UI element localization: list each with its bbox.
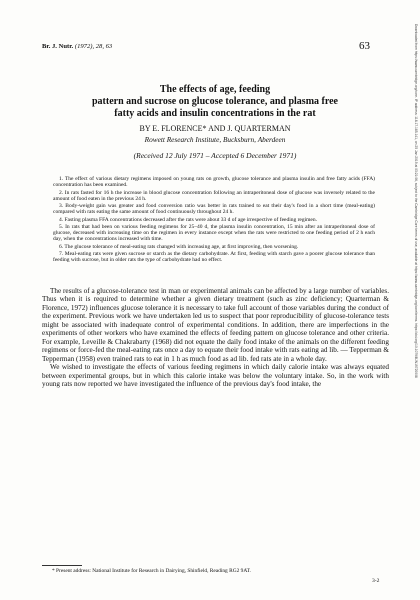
page-number: 63 xyxy=(359,40,370,52)
paper-title xyxy=(40,84,390,120)
title-line: pattern and sucrose on glucose tolerance, and plasma free xyxy=(91,96,338,107)
summary-item: 2. In rats fasted for 16 h the increase in blood glucose concentration following an intraperitoneal dose of glucose was inversely related to the amount of food eaten in the previous 24 h. xyxy=(53,189,375,202)
body-paragraph: We wished to investigate the effects of various feeding regimens in which daily calorie intake was always equated between experimental groups, but in which this calorie intake was below the voluntary intake. So, in the work with young rats now reported we have investigated the influence of the previous day's food intake, the xyxy=(42,363,389,388)
download-watermark xyxy=(410,24,418,580)
summary-item: 4. Fasting plasma FFA concentrations decreased after the rats were about 33 d of age irrespective of feeding regimen. xyxy=(59,216,318,223)
authors-line: BY E. FLORENCE* AND J. QUARTERMAN xyxy=(139,124,291,133)
summary-section xyxy=(53,176,375,264)
summary-item: 5. In rats that had been on various feeding regimens for 25–40 d, the plasma insulin concentration, 15 min after an intraperitoneal dose of glucose, decreased with increasing time on the regimen in every instance except when the rats were restricted to one feeding period of 2 h each day, when the concentrations increased with time. xyxy=(53,223,375,243)
download-note-text: Downloaded from https://www.cambridge.org/core. IP address: 118.17.185.141, on 25 Jan 2019 at 03:21:06, subject to the Cambridge Core terms of use, available at https://www.cambridge.org/core/terms. https://doi.org/10.1079/BJN19720008 xyxy=(414,24,418,378)
received-dates: (Received 12 July 1971 – Accepted 6 December 1971) xyxy=(133,151,297,160)
body-text xyxy=(42,287,389,388)
footnote: * Present address: National Institute for Research in Dairying, Shinfield, Reading RG2 9AT. xyxy=(52,568,251,574)
summary-item: 3. Body-weight gain was greater and food conversion ratio was better in rats trained to eat their day's food in a short time (meal-eating) compared with rats eating the same amount of food continuously throughout 24 h. xyxy=(53,203,375,216)
summary-item: 7. Meal-eating rats were given sucrose or starch as the dietary carbohydrate. At first, feeding with starch gave a poorer glucose tolerance than feeding with sucrose, but in older rats the type of carbohydrate had no effect. xyxy=(53,250,375,263)
signature-mark: 3-2 xyxy=(372,578,380,584)
journal-citation xyxy=(42,43,112,50)
journal-name: Br. J. Nutr. xyxy=(42,43,74,50)
affiliation: Rowett Research Institute, Bucksburn, Aberdeen xyxy=(144,135,286,144)
footnote-rule xyxy=(42,565,82,566)
journal-volume: (1972), 28, 63 xyxy=(73,43,113,50)
title-line: The effects of age, feeding xyxy=(159,84,271,95)
summary-item: 1. The effect of various dietary regimens imposed on young rats on growth, glucose tolerance and plasma insulin and free fatty acids (FFA) concentration has been examined. xyxy=(53,176,375,189)
title-line: fatty acids and insulin concentrations in the rat xyxy=(114,108,316,119)
summary-item: 6. The glucose tolerance of meal-eating rats changed with increasing age, at first improving, then worsening. xyxy=(59,243,299,250)
body-paragraph: The results of a glucose-tolerance test in man or experimental animals can be affected by a large number of variables. Thus when it is required to determine whether a given dietary treatment (such as zinc deficiency; Quarterman & Florence, 1972) influences glucose tolerance it is necessary to take full account of those variables during the conduct of the experiment. Previous work we have undertaken led us to suspect that poor reproducibility of glucose-tolerance tests might be associated with inadequate control of experimental conditions. In addition, there are imperfections in the experiments of other workers who have examined the effects of feeding pattern on glucose tolerance and other criteria. For example, Leveille & Chakrabarty (1968) did not equate the daily food intake of the animals on the different feeding regimens or force-fed the meal-eating rats once a day to equate their food intake with rats eating ad lib. — Tepperman & Tepperman (1958) even trained rats to eat in 1 h as much food as ad lib. fed rats ate in a whole day. xyxy=(42,287,389,363)
